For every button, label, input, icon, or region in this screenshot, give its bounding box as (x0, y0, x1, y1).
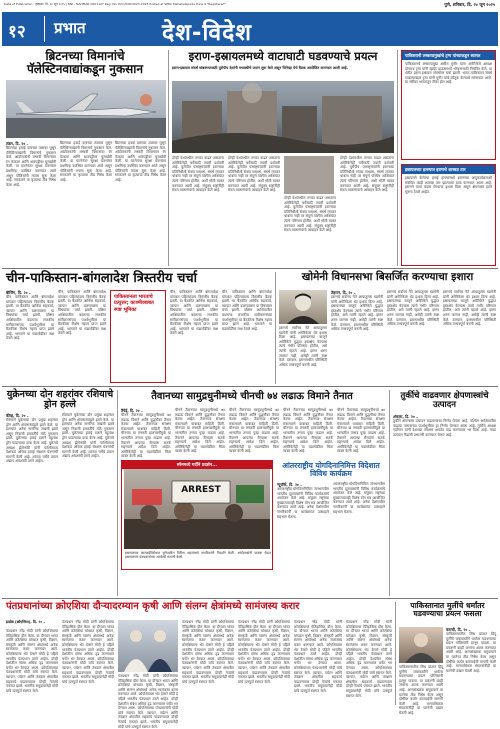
rallies-dateline: न्यूयॉर्क, दि. २० – (277, 482, 303, 487)
modi-body-col3: पंतप्रधान नरेंद्र मोदी यांनी क्रोएशियाचा ऐतिहासिक दौरा केला. या दौऱ्यात भारत आणि क्रोएशिया यांच्यात कृषी, विज्ञान, संस्कृती आणि संलग्न क्षेत्रांमध्ये अनेक सामंजस्य करार करण्यात आले. क्रोएशियाला भेट देणारे मोदी हे पहिले भारतीय पंतप्रधान ठरले आहेत. दोन्ही देशांतील संबंध अधिक दृढ करण्यावर चर्चेत भर देण्यात आला. क्रोएशियाच्या पंतप्रधानांनी मोदी यांचे स्वागत केले. व्यापार, पर्यटन आणि तंत्रज्ञान क्षेत्रातील सहकार्य वाढवण्यावर दोन्ही नेत्यांचे एकमत झाले. भारतीय समुदायानेही मोदी यांचे उत्स्फूर्त स्वागत केले. (118, 674, 178, 729)
iran-body-col1: दोन्ही देशांमधील तणाव वाढत असताना अमेरिकेनेही चर्चेसाठी तयारी दर्शवली आहे. युरोपीय परराष्ट्रमंत्र्यांनी इराणच्या प्रतिनिधींशी संवाद साधला. संघर्ष लवकर थांबला नाही तर संपूर्ण पश्चिम आशियात त्याचे परिणाम होतील, अशी भीती व्यक्त करण्यात आली आहे. संयुक्त राष्ट्रांनीही संयम बाळगण्याचे आवाहन केले आहे. (172, 156, 224, 193)
protest-photo (124, 469, 270, 549)
masthead-bar (2, 12, 498, 46)
china-quote-box (110, 290, 166, 383)
china-body-col1: चीन, पाकिस्तान आणि बांगलादेश यांच्यात पहिल्यांदाच त्रिस्तरीय बैठक झाली. या बैठकीत आर्थिक सहकार्य, व्यापार आणि दळणवळण या विषयांवर चर्चा झाली. दक्षिण आशियातील बदलत्या राजकीय समीकरणांच्या पार्श्वभूमीवर या बैठकीला विशेष महत्त्व प्राप्त झाले आहे. भारताने या घडामोडींवर लक्ष ठेवले आहे. (6, 295, 54, 341)
china-headline: चीन-पाकिस्तान-बांगलादेश त्रिस्तरीय चर्चा (6, 271, 197, 286)
taiwan-body-col2: चीनने तैवानच्या सामुद्रधुनीमध्ये ७४ लढाऊ विमाने आणि युद्धनौका तैनात केल्या आहेत. तैवानच्या संरक्षण मंत्रालयाने याबाबत माहिती दिली. चीनच्या या लष्करी हालचालींमुळे या भागातील तणाव पुन्हा वाढला आहे. तैवानने आपल्या सैन्याला सतर्क राहण्याचे आदेश दिले आहेत. अमेरिकेनेही या घडामोडींवर चिंता व्यक्त केली आहे. (175, 408, 225, 454)
taiwan-body-col3: चीनने तैवानच्या सामुद्रधुनीमध्ये ७४ लढाऊ विमाने आणि युद्धनौका तैनात केल्या आहेत. तैवानच्या संरक्षण मंत्रालयाने याबाबत माहिती दिली. चीनच्या या लष्करी हालचालींमुळे या भागातील तणाव पुन्हा वाढला आहे. तैवानने आपल्या सैन्याला सतर्क राहण्याचे आदेश दिले आहेत. अमेरिकेनेही या घडामोडींवर चिंता व्यक्त केली आहे. (229, 408, 279, 454)
pak-girls-body-col1: पाकिस्तानातील सिंध प्रांतात हिंदू मुलींचे जबरदस्तीने धर्मांतर घडवण्याचा प्रयत्न पोलिसांनी हाणून पाडला. या प्रकरणी काही जणांना अटक करण्यात आली आहे. अल्पसंख्याक समुदायाने या घटनेचा तीव्र निषेध केला असून दोषींवर कठोर कारवाईची मागणी केली आहे. मानवाधिकार संघटनांनीही या घटनेची दखल घेतली आहे. (446, 632, 496, 673)
modi-body-col6: पंतप्रधान नरेंद्र मोदी यांनी क्रोएशियाचा ऐतिहासिक दौरा केला. या दौऱ्यात भारत आणि क्रोएशिया यांच्यात कृषी, विज्ञान, संस्कृती आणि संलग्न क्षेत्रांमध्ये अनेक सामंजस्य करार करण्यात आले. क्रोएशियाला भेट देणारे मोदी हे पहिले भारतीय पंतप्रधान ठरले आहेत. दोन्ही देशांतील संबंध अधिक दृढ करण्यावर चर्चेत भर देण्यात आला. क्रोएशियाच्या पंतप्रधानांनी मोदी यांचे स्वागत केले. व्यापार, पर्यटन आणि तंत्रज्ञान क्षेत्रातील सहकार्य वाढवण्यावर दोन्ही नेत्यांचे एकमत झाले. भारतीय समुदायानेही मोदी यांचे उत्स्फूर्त स्वागत केले. (294, 620, 342, 693)
sidebar-box-1-body: पाकिस्तानचे लष्करप्रमुख असीम मुनीर यांना अमेरिकेचे अध्यक्ष डोनाल्ड ट्रम्प यांनी व्हाईट हाऊसमध्ये भोजनासाठी निमंत्रित केले. या भेटीत इराण-इस्रायल संघर्षावर चर्चा झाली. भारत-पाकिस्तान संघर्ष टाळल्याबद्दल ट्रम्प यांनी मुनीर यांचे कौतुक केल्याचे सांगण्यात आले. या भेटीवर भारतातून टीका होत आहे. (405, 62, 492, 85)
rallies-body-col1: आंतरराष्ट्रीय योगदिनानिमित्त जगभरातील भारतीय दूतावासांनी विविध कार्यक्रमांचे आयोजन केले आहे. संयुक्त राष्ट्रांच्या मुख्यालयातही विशेष योग सत्र आयोजित करण्यात आले आहे. अनेक देशांमधील नागरिकांनी या कार्यक्रमांत उत्साहाने सहभाग घेतला. (277, 487, 329, 519)
khamenei-body-col3: इराणचे सर्वोच्च नेते आयातुल्ला खामेनी यांनी अमेरिकेला थेट इशारा दिला आहे. इस्रायलच्या बाजूने अमेरिकेने युद्धात हस्तक्षेप केल्यास त्याचे गंभीर परिणाम होतील, असे त्यांनी म्हटले आहे. इराण शरण जाणार नाही, असेही त्यांनी स्पष्ट केले. दरम्यान, इराणमधील परिस्थिती अधिक तणावपूर्ण बनली आहे. (387, 290, 439, 327)
portrait-image (279, 290, 327, 324)
iran-headline: इराण-इस्रायलमध्ये वाटाघाटी घडवण्याचे प्रयत्न (188, 49, 378, 63)
sidebar-box-2 (401, 164, 496, 266)
britain-body-col1: ब्रिटनच्या हवाई दलाच्या तळावर घुसून पॅलेस्टिनवाद्यांनी विमानांचे नुकसान केले. आंदोलकांनी लष्करी विमानांवर रंग फेकला आणि धावपट्टीवर घुसखोरी केली. या घटनेनंतर सुरक्षा यंत्रणांवर प्रश्नचिन्ह उपस्थित करण्यात आले असून पोलिसांनी तपास सुरू केला आहे. सरकारने या कृत्याचा तीव्र निषेध केला आहे. (6, 146, 56, 187)
brand-name: प्रभात (54, 19, 86, 37)
protest-photo-heading: स्पेनमध्ये गर्दीने प्रदर्शन... (122, 461, 272, 469)
khamenei-headline: खोमेनी विधानसभा बिसर्जित करण्याचा इशारा (301, 271, 474, 283)
khamenei-photo (279, 290, 327, 324)
modi-body-col4: पंतप्रधान नरेंद्र मोदी यांनी क्रोएशियाचा ऐतिहासिक दौरा केला. या दौऱ्यात भारत आणि क्रोएशिया यांच्यात कृषी, विज्ञान, संस्कृती आणि संलग्न क्षेत्रांमध्ये अनेक सामंजस्य करार करण्यात आले. क्रोएशियाला भेट देणारे मोदी हे पहिले भारतीय पंतप्रधान ठरले आहेत. दोन्ही देशांतील संबंध अधिक दृढ करण्यावर चर्चेत भर देण्यात आला. क्रोएशियाच्या पंतप्रधानांनी मोदी यांचे स्वागत केले. व्यापार, पर्यटन आणि तंत्रज्ञान क्षेत्रातील सहकार्य वाढवण्यावर दोन्ही नेत्यांचे एकमत झाले. भारतीय समुदायानेही मोदी यांचे उत्स्फूर्त स्वागत केले. (182, 620, 234, 684)
section-rule (2, 598, 498, 599)
khamenei-body-col4: इराणचे सर्वोच्च नेते आयातुल्ला खामेनी यांनी अमेरिकेला थेट इशारा दिला आहे. इस्रायलच्या बाजूने अमेरिकेने युद्धात हस्तक्षेप केल्यास त्याचे गंभीर परिणाम होतील, असे त्यांनी म्हटले आहे. इराण शरण जाणार नाही, असेही त्यांनी स्पष्ट केले. दरम्यान, इराणमधील परिस्थिती अधिक तणावपूर्ण बनली आहे. (443, 290, 496, 327)
china-quote: पाकिस्तानला भारताचे प्रत्युत्तर; काश्मीरबाबत स्पष्ट भूमिका (114, 294, 154, 313)
iran-lead: इराण-इस्रायल संघर्ष थांबवण्यासाठी युरोपीय देशांनी मध्यस्थीचे प्रयत्न सुरू केले असून जिनेव्हा येथे बैठक आयोजित करण्यात आली आहे. (172, 66, 349, 70)
britain-body-col2: ब्रिटनच्या हवाई दलाच्या तळावर घुसून पॅलेस्टिनवाद्यांनी विमानांचे नुकसान केले. आंदोलकांनी लष्करी विमानांवर रंग फेकला आणि धावपट्टीवर घुसखोरी केली. या घटनेनंतर सुरक्षा यंत्रणांवर प्रश्नचिन्ह उपस्थित करण्यात आले असून पोलिसांनी तपास सुरू केला आहे. सरकारने या कृत्याचा तीव्र निषेध केला आहे. (60, 141, 112, 182)
rallies-headline: आंतरराष्ट्रीय योगदिनानिमित्त विदेशात विविध कार्यक्रम (282, 461, 380, 478)
ukraine-dateline: कीव्ह, दि. २० – (6, 413, 29, 418)
rallies-body-col2: आंतरराष्ट्रीय योगदिनानिमित्त जगभरातील भारतीय दूतावासांनी विविध कार्यक्रमांचे आयोजन केले आहे. संयुक्त राष्ट्रांच्या मुख्यालयातही विशेष योग सत्र आयोजित करण्यात आले आहे. अनेक देशांमधील नागरिकांनी या कार्यक्रमांत उत्साहाने सहभाग घेतला. (333, 482, 385, 514)
pak-girls-headline: पाकिस्तानात मुलींचे धर्मांतर घडवण्याचा प्रयत्न फसला (410, 601, 485, 618)
protest-crowd-image (124, 469, 270, 549)
ukraine-body-col1: रशियाने युक्रेनच्या दोन प्रमुख शहरांवर ड्रोन आणि क्षेपणास्त्रांद्वारे हल्ले केले. या हल्ल्यांत अनेक नागरिक जखमी झाले असून निवासी इमारतींचे मोठे नुकसान झाले. युक्रेनच्या हवाई दलाने बहुतांश ड्रोन पाडल्याचा दावा केला आहे. युक्रेनचे अध्यक्ष झेलेन्स्की यांनी पाश्चिमात्य देशांकडे अधिक हवाई संरक्षण यंत्रणांची मागणी केली आहे. शांतता चर्चेचे प्रयत्न अद्याप अयशस्वी ठरले आहेत. (6, 418, 58, 464)
turkey-body: तुर्कीने क्षेपणास्त्र उत्पादन वाढवण्याचा निर्णय घेतला आहे. पश्चिम आशियातील वाढत्या तणावाच्या पार्श्वभूमीवर हा निर्णय घेण्यात आला आहे. तुर्कीचे अध्यक्ष एर्दोगान यांनी देशाच्या संरक्षण क्षमतेत वाढ करण्यावर भर दिला आहे. नव्या उत्पादन केंद्रांची उभारणी करण्यात येणार आहे. (393, 419, 496, 437)
taiwan-dateline: तैपेई, दि. २० – (121, 408, 143, 413)
modi-body-col1: पंतप्रधान नरेंद्र मोदी यांनी क्रोएशियाचा ऐतिहासिक दौरा केला. या दौऱ्यात भारत आणि क्रोएशिया यांच्यात कृषी, विज्ञान, संस्कृती आणि संलग्न क्षेत्रांमध्ये अनेक सामंजस्य करार करण्यात आले. क्रोएशियाला भेट देणारे मोदी हे पहिले भारतीय पंतप्रधान ठरले आहेत. दोन्ही देशांतील संबंध अधिक दृढ करण्यावर चर्चेत भर देण्यात आला. क्रोएशियाच्या पंतप्रधानांनी मोदी यांचे स्वागत केले. व्यापार, पर्यटन आणि तंत्रज्ञान क्षेत्रातील सहकार्य वाढवण्यावर दोन्ही नेत्यांचे एकमत झाले. भारतीय समुदायानेही मोदी यांचे उत्स्फूर्त स्वागत केले. (6, 629, 58, 693)
iran-body-col2: दोन्ही देशांमधील तणाव वाढत असताना अमेरिकेनेही चर्चेसाठी तयारी दर्शवली आहे. युरोपीय परराष्ट्रमंत्र्यांनी इराणच्या प्रतिनिधींशी संवाद साधला. संघर्ष लवकर थांबला नाही तर संपूर्ण पश्चिम आशियात त्याचे परिणाम होतील, अशी भीती व्यक्त करण्यात आली आहे. संयुक्त राष्ट्रांनीही संयम बाळगण्याचे आवाहन केले आहे. (228, 156, 280, 193)
china-body-col2: चीन, पाकिस्तान आणि बांगलादेश यांच्यात पहिल्यांदाच त्रिस्तरीय बैठक झाली. या बैठकीत आर्थिक सहकार्य, व्यापार आणि दळणवळण या विषयांवर चर्चा झाली. दक्षिण आशियातील बदलत्या राजकीय समीकरणांच्या पार्श्वभूमीवर या बैठकीला विशेष महत्त्व प्राप्त झाले आहे. भारताने या घडामोडींवर लक्ष ठेवले आहे. (58, 290, 106, 336)
taiwan-headline: तैवानच्या सामुद्रधुनीमध्ये चीनची ७४ लढाऊ विमाने तैनात (151, 391, 353, 402)
china-body-col4: चीन, पाकिस्तान आणि बांगलादेश यांच्यात पहिल्यांदाच त्रिस्तरीय बैठक झाली. या बैठकीत आर्थिक सहकार्य, व्यापार आणि दळणवळण या विषयांवर चर्चा झाली. दक्षिण आशियातील बदलत्या राजकीय समीकरणांच्या पार्श्वभूमीवर या बैठकीला विशेष महत्त्व प्राप्त झाले आहे. भारताने या घडामोडींवर लक्ष ठेवले आहे. (222, 290, 272, 331)
modi-body-col7: पंतप्रधान नरेंद्र मोदी यांनी क्रोएशियाचा ऐतिहासिक दौरा केला. या दौऱ्यात भारत आणि क्रोएशिया यांच्यात कृषी, विज्ञान, संस्कृती आणि संलग्न क्षेत्रांमध्ये अनेक सामंजस्य करार करण्यात आले. क्रोएशियाला भेट देणारे मोदी हे पहिले भारतीय पंतप्रधान ठरले आहेत. दोन्ही देशांतील संबंध अधिक दृढ करण्यावर चर्चेत भर देण्यात आला. क्रोएशियाच्या पंतप्रधानांनी मोदी यांचे स्वागत केले. व्यापार, पर्यटन आणि तंत्रज्ञान क्षेत्रातील सहकार्य वाढवण्यावर दोन्ही नेत्यांचे एकमत झाले. भारतीय समुदायानेही मोदी यांचे उत्स्फूर्त स्वागत केले. (346, 620, 392, 698)
sidebar-box-1-title: पाकिस्तानी लष्करप्रमुखांचे ट्रम्प यांच्याकडून स्वागत (402, 51, 495, 60)
protest-photo-caption: इस्रायलच्या कारवाईविरोधात युरोपातील विविध शहरांमध्ये नागरिकांनी निदर्शने केली. आंदोलकांनी फलक घेऊन इस्रायलच्या पंतप्रधानांच्या अटकेची मागणी केली. (125, 551, 271, 560)
section-rule (2, 386, 498, 387)
china-dateline: बीजिंग, दि. २० – (6, 290, 31, 295)
china-body-col3: चीन, पाकिस्तान आणि बांगलादेश यांच्यात पहिल्यांदाच त्रिस्तरीय बैठक झाली. या बैठकीत आर्थिक सहकार्य, व्यापार आणि दळणवळण या विषयांवर चर्चा झाली. दक्षिण आशियातील बदलत्या राजकीय समीकरणांच्या पार्श्वभूमीवर या बैठकीला विशेष महत्त्व प्राप्त झाले आहे. भारताने या घडामोडींवर लक्ष ठेवले आहे. (170, 290, 218, 336)
turkey-headline: तुर्कीचे वाढवणार क्षेपणास्त्रांचे उत्पादन (400, 391, 489, 410)
iran-body-col4: दोन्ही देशांमधील तणाव वाढत असताना अमेरिकेनेही चर्चेसाठी तयारी दर्शवली आहे. युरोपीय परराष्ट्रमंत्र्यांनी इराणच्या प्रतिनिधींशी संवाद साधला. संघर्ष लवकर थांबला नाही तर संपूर्ण पश्चिम आशियात त्याचे परिणाम होतील, अशी भीती व्यक्त करण्यात आली आहे. संयुक्त राष्ट्रांनीही संयम बाळगण्याचे आवाहन केले आहे. (340, 156, 394, 193)
protest-photo-frame (121, 460, 273, 570)
brand-logo (54, 18, 86, 40)
modi-body-col2: पंतप्रधान नरेंद्र मोदी यांनी क्रोएशियाचा ऐतिहासिक दौरा केला. या दौऱ्यात भारत आणि क्रोएशिया यांच्यात कृषी, विज्ञान, संस्कृती आणि संलग्न क्षेत्रांमध्ये अनेक सामंजस्य करार करण्यात आले. क्रोएशियाला भेट देणारे मोदी हे पहिले भारतीय पंतप्रधान ठरले आहेत. दोन्ही देशांतील संबंध अधिक दृढ करण्यावर चर्चेत भर देण्यात आला. क्रोएशियाच्या पंतप्रधानांनी मोदी यांचे स्वागत केले. व्यापार, पर्यटन आणि तंत्रज्ञान क्षेत्रातील सहकार्य वाढवण्यावर दोन्ही नेत्यांचे एकमत झाले. भारतीय समुदायानेही मोदी यांचे उत्स्फूर्त स्वागत केले. (62, 620, 114, 684)
column-rule (389, 390, 390, 596)
turkey-dateline: अंकारा, दि. २० – (393, 414, 419, 419)
modi-photo (118, 620, 178, 672)
page-number: १२ (8, 22, 26, 42)
khamenei-body-col2: इराणचे सर्वोच्च नेते आयातुल्ला खामेनी यांनी अमेरिकेला थेट इशारा दिला आहे. इस्रायलच्या बाजूने अमेरिकेने युद्धात हस्तक्षेप केल्यास त्याचे गंभीर परिणाम होतील, असे त्यांनी म्हटले आहे. इराण शरण जाणार नाही, असेही त्यांनी स्पष्ट केले. दरम्यान, इराणमधील परिस्थिती अधिक तणावपूर्ण बनली आहे. (331, 295, 383, 332)
pak-girls-body-col2: पाकिस्तानातील सिंध प्रांतात हिंदू मुलींचे जबरदस्तीने धर्मांतर घडवण्याचा प्रयत्न पोलिसांनी हाणून पाडला. या प्रकरणी काही जणांना अटक करण्यात आली आहे. अल्पसंख्याक समुदायाने या घटनेचा तीव्र निषेध केला असून दोषींवर कठोर कारवाईची मागणी केली आहे. मानवाधिकार संघटनांनीही या घटनेची दखल घेतली आहे. (399, 665, 443, 715)
people-image (399, 627, 443, 663)
publication-meta: Date of Publication : हडपसर, दि. २० जून २०२५ | RNI : MAHMAR 0001107 Reg. No. PCC/026/2023-2025 Posted at SPRC Mahakalapada Pune 9 "Registered" (4, 2, 226, 6)
taiwan-body-col4: चीनने तैवानच्या सामुद्रधुनीमध्ये ७४ लढाऊ विमाने आणि युद्धनौका तैनात केल्या आहेत. तैवानच्या संरक्षण मंत्रालयाने याबाबत माहिती दिली. चीनच्या या लष्करी हालचालींमुळे या भागातील तणाव पुन्हा वाढला आहे. तैवानने आपल्या सैन्याला सतर्क राहण्याचे आदेश दिले आहेत. अमेरिकेनेही या घडामोडींवर चिंता व्यक्त केली आहे. (283, 408, 333, 454)
iran-photo (172, 81, 394, 153)
khamenei-dateline: तेहरान, दि. २० – (331, 290, 356, 295)
modi-body-col5: पंतप्रधान नरेंद्र मोदी यांनी क्रोएशियाचा ऐतिहासिक दौरा केला. या दौऱ्यात भारत आणि क्रोएशिया यांच्यात कृषी, विज्ञान, संस्कृती आणि संलग्न क्षेत्रांमध्ये अनेक सामंजस्य करार करण्यात आले. क्रोएशियाला भेट देणारे मोदी हे पहिले भारतीय पंतप्रधान ठरले आहेत. दोन्ही देशांतील संबंध अधिक दृढ करण्यावर चर्चेत भर देण्यात आला. क्रोएशियाच्या पंतप्रधानांनी मोदी यांचे स्वागत केले. व्यापार, पर्यटन आणि तंत्रज्ञान क्षेत्रातील सहकार्य वाढवण्यावर दोन्ही नेत्यांचे एकमत झाले. भारतीय समुदायानेही मोदी यांचे उत्स्फूर्त स्वागत केले. (238, 620, 290, 684)
sidebar-box-2-title: इस्रायलच्या हल्ल्यात इराणचे शास्त्रज्ञ ठार (402, 165, 495, 174)
column-rule (168, 50, 169, 266)
column-rule (275, 272, 276, 384)
iran-body-col3: दोन्ही देशांमधील तणाव वाढत असताना अमेरिकेनेही चर्चेसाठी तयारी दर्शवली आहे. युरोपीय परराष्ट्रमंत्र्यांनी इराणच्या प्रतिनिधींशी संवाद साधला. संघर्ष लवकर थांबला नाही तर संपूर्ण पश्चिम आशियात त्याचे परिणाम होतील, अशी भीती व्यक्त करण्यात आली आहे. संयुक्त राष्ट्रांनीही संयम बाळगण्याचे आवाहन केले आहे. (284, 196, 336, 233)
pak-girls-photo (399, 627, 443, 663)
destroyed-building-image (172, 81, 394, 153)
section-title: देश-विदेश (162, 20, 252, 46)
protest-sign-text: ARREST (181, 485, 221, 495)
column-rule (117, 390, 118, 596)
modi-headline: पंतप्रधानांच्या क्रोएशिया दौऱ्यादरम्यान कृषी आणि संलग्न क्षेत्रांमध्ये सामंजस्य करार (6, 601, 300, 612)
aircraft-image (6, 80, 166, 138)
sidebar-box-1 (401, 50, 496, 160)
khamenei-body-col1: इराणचे सर्वोच्च नेते आयातुल्ला खामेनी यांनी अमेरिकेला थेट इशारा दिला आहे. इस्रायलच्या बाजूने अमेरिकेने युद्धात हस्तक्षेप केल्यास त्याचे गंभीर परिणाम होतील, असे त्यांनी म्हटले आहे. इराण शरण जाणार नाही, असेही त्यांनी स्पष्ट केले. दरम्यान, इराणमधील परिस्थिती अधिक तणावपूर्ण बनली आहे. (279, 326, 327, 367)
column-rule (395, 602, 396, 705)
pak-girls-dateline: कराची, दि. २० – (446, 627, 471, 632)
britain-headline: ब्रिटनच्या विमानांचे पॅलेस्टिनवाद्यांकडून नुकसान (26, 49, 144, 76)
taiwan-body-col5: चीनने तैवानच्या सामुद्रधुनीमध्ये ७४ लढाऊ विमाने आणि युद्धनौका तैनात केल्या आहेत. तैवानच्या संरक्षण मंत्रालयाने याबाबत माहिती दिली. चीनच्या या लष्करी हालचालींमुळे या भागातील तणाव पुन्हा वाढला आहे. तैवानने आपल्या सैन्याला सतर्क राहण्याचे आदेश दिले आहेत. अमेरिकेनेही या घडामोडींवर चिंता व्यक्त केली आहे. (337, 408, 385, 454)
issue-date: पुणे, शनिवार, दि. २० जून २०२५ (444, 2, 495, 7)
sidebar-box-2-body: इस्रायलने केलेल्या हवाई हल्ल्यांमध्ये इराणच्या अणुकार्यक्रमाशी संबंधित काही शास्त्रज्ञ ठार झाल्याचा दावा करण्यात आला आहे. इराणने याचा बदला घेण्याचा इशारा दिला असून क्षेपणास्त्र हल्ले सुरूच ठेवले आहेत. (405, 176, 492, 194)
taiwan-body-col1: चीनने तैवानच्या सामुद्रधुनीमध्ये ७४ लढाऊ विमाने आणि युद्धनौका तैनात केल्या आहेत. तैवानच्या संरक्षण मंत्रालयाने याबाबत माहिती दिली. चीनच्या या लष्करी हालचालींमुळे या भागातील तणाव पुन्हा वाढला आहे. तैवानने आपल्या सैन्याला सतर्क राहण्याचे आदेश दिले आहेत. अमेरिकेनेही या घडामोडींवर चिंता व्यक्त केली आहे. (121, 413, 171, 459)
britain-dateline: लंडन, दि. २० – (6, 141, 29, 146)
leaders-meeting-image (118, 620, 178, 672)
iran-inset-photo (284, 156, 334, 194)
modi-dateline: झाग्रेब (क्रोएशिया), दि. २० – (6, 620, 46, 624)
ukraine-headline: युक्रेनच्या दोन शहरांवर रशियाचे ड्रोन हल्ले (6, 389, 114, 410)
britain-body-col3: ब्रिटनच्या हवाई दलाच्या तळावर घुसून पॅलेस्टिनवाद्यांनी विमानांचे नुकसान केले. आंदोलकांनी लष्करी विमानांवर रंग फेकला आणि धावपट्टीवर घुसखोरी केली. या घटनेनंतर सुरक्षा यंत्रणांवर प्रश्नचिन्ह उपस्थित करण्यात आले असून पोलिसांनी तपास सुरू केला आहे. सरकारने या कृत्याचा तीव्र निषेध केला आहे. (115, 141, 166, 182)
britain-photo (6, 80, 166, 138)
column-rule (397, 50, 398, 266)
ukraine-body-col2: रशियाने युक्रेनच्या दोन प्रमुख शहरांवर ड्रोन आणि क्षेपणास्त्रांद्वारे हल्ले केले. या हल्ल्यांत अनेक नागरिक जखमी झाले असून निवासी इमारतींचे मोठे नुकसान झाले. युक्रेनच्या हवाई दलाने बहुतांश ड्रोन पाडल्याचा दावा केला आहे. युक्रेनचे अध्यक्ष झेलेन्स्की यांनी पाश्चिमात्य देशांकडे अधिक हवाई संरक्षण यंत्रणांची मागणी केली आहे. शांतता चर्चेचे प्रयत्न अद्याप अयशस्वी ठरले आहेत. (62, 413, 114, 459)
section-rule (2, 268, 498, 269)
masthead-divider (44, 16, 45, 42)
